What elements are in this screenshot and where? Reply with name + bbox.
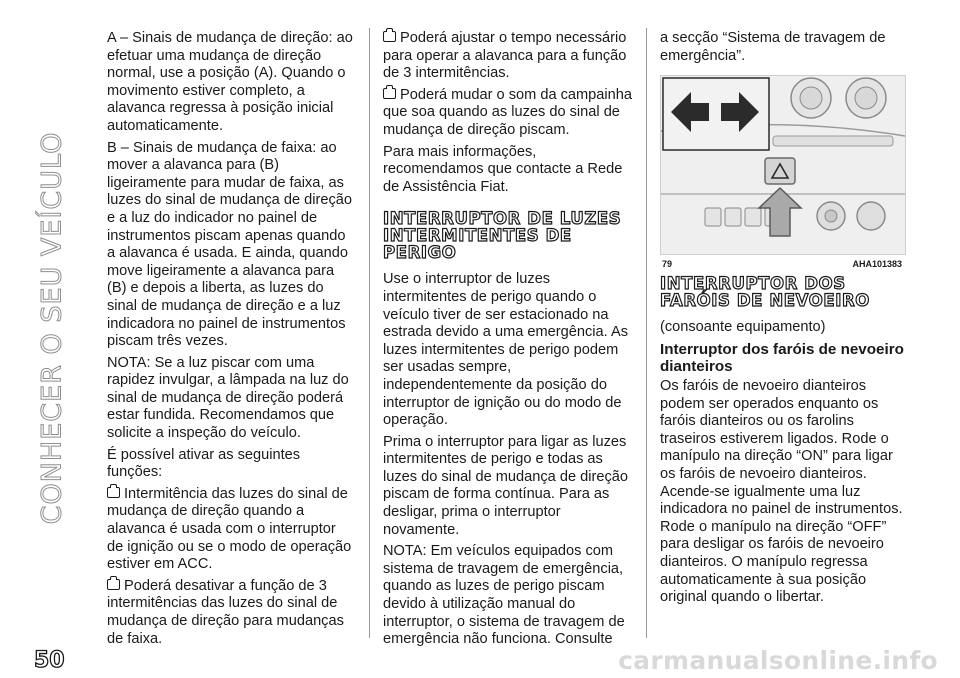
page-number: 50 (34, 648, 65, 673)
bullet-icon (107, 579, 120, 590)
figure-caption (660, 255, 904, 269)
paragraph-hazard-note: NOTA: Em veículos equipados com sistema de travagem de emergência, quando as luzes de perigo piscam devido à utilização manual do interruptor, o sistema de travagem de emergência não funciona. Consulte (383, 543, 625, 648)
figure-number: 79 (662, 259, 673, 270)
dashboard-illustration (661, 76, 905, 254)
paragraph-functions-intro: É possível ativar as seguintes funções: (107, 446, 301, 481)
paragraph-hazard-use: Use o interruptor de luzes intermitentes de perigo quando o veículo tiver de ser estacionado na estrada devido a uma emergência. As luzes intermitentes de perigo podem ser usadas sempre, independentemente da posição do interruptor de ignição ou do modo de operação. (383, 271, 628, 429)
paragraph-equipment-note: (consoante equipamento) (660, 319, 826, 336)
bullet-item (383, 87, 633, 140)
bullet-text: Intermitência das luzes do sinal de mudança de direção quando a alavanca é usada com o interruptor de ignição ou se o modo de operação estiver em ACC. (107, 485, 352, 573)
paragraph-more-info: Para mais informações, recomendamos que contacte a Rede de Assistência Fiat. (383, 143, 623, 195)
bullet-item (107, 486, 353, 574)
column-divider (646, 28, 647, 638)
paragraph-fog-operation: Os faróis de nevoeiro dianteiros podem ser operados enquanto os faróis dianteiros ou os farolins traseiros estiverem ligados. Rode o manípulo na direção “ON” para ligar os faróis de nevoeiro dianteiros. Acende-se igualmente uma luz indicadora no painel de instrumentos. Rode o manípulo na direção “OFF” para desligar os faróis de nevoeiro dianteiros. O manípulo regressa automaticamente à sua posição original quando o libertar. (660, 377, 903, 606)
paragraph-lane-change: B – Sinais de mudança de faixa: ao mover a alavanca para (B) ligeiramente para mudar de faixa, as luzes do sinal de mudança de direção e a luz do indicador no painel de instrumentos piscam apenas quando a alavanca é usada. E ainda, quando move ligeiramente a alavanca para (B) e depois a liberta, as luzes do sinal de mudança de direção e a luz indicadora no painel de instrumentos piscam três vezes. (107, 139, 353, 350)
bullet-icon (383, 88, 396, 99)
figure-code: AHA101383 (852, 259, 902, 270)
bullet-item (383, 30, 633, 83)
paragraph-turn-signals: A – Sinais de mudança de direção: ao efetuar uma mudança de direção normal, use a posição (A). Quando o movimento estiver completo, a alavanca regressa à posição inicial automaticamente. (107, 30, 353, 134)
bullet-text: Poderá ajustar o tempo necessário para operar a alavanca para a função de 3 intermitências. (383, 30, 627, 82)
bullet-icon (107, 487, 120, 498)
column-3 (660, 30, 910, 611)
watermark: carmanualsonline.info (618, 646, 938, 675)
section-heading-hazard: INTERRUPTOR DE LUZES INTERMITENTES DE PERIGO (383, 209, 622, 263)
chapter-title: CONHECER O SEU VEÍCULO (36, 131, 68, 525)
subheading-front-fog: Interruptor dos faróis de nevoeiro dianteiros (660, 340, 904, 376)
hazard-switch (765, 158, 795, 184)
column-1 (107, 30, 353, 652)
column-divider (369, 28, 370, 638)
column-2 (383, 30, 633, 653)
bullet-text: Poderá desativar a função de 3 intermitências das luzes do sinal de mudança de direção para mudanças de faixa. (107, 577, 344, 647)
bullet-icon (383, 31, 396, 42)
bullet-text: Poderá mudar o som da campainha que soa quando as luzes do sinal de mudança de direção piscam. (383, 86, 633, 138)
paragraph-hazard-press: Prima o interruptor para ligar as luzes intermitentes de perigo e todas as luzes do sinal de mudança de direção piscam de forma contínua. Para as desligar, prima o interruptor novamente. (383, 433, 629, 538)
bullet-item (107, 578, 353, 648)
section-heading-fog-lights: INTERRUPTOR DOS FARÓIS DE NEVOEIRO (660, 274, 870, 311)
dashboard-figure (660, 75, 906, 255)
paragraph-section-ref: a secção “Sistema de travagem de emergência”. (660, 30, 886, 64)
paragraph-note-bulb: NOTA: Se a luz piscar com uma rapidez invulgar, a lâmpada na luz do sinal de mudança de direção poderá estar fundida. Recomendamos que solicite a inspeção do veículo. (107, 354, 349, 442)
